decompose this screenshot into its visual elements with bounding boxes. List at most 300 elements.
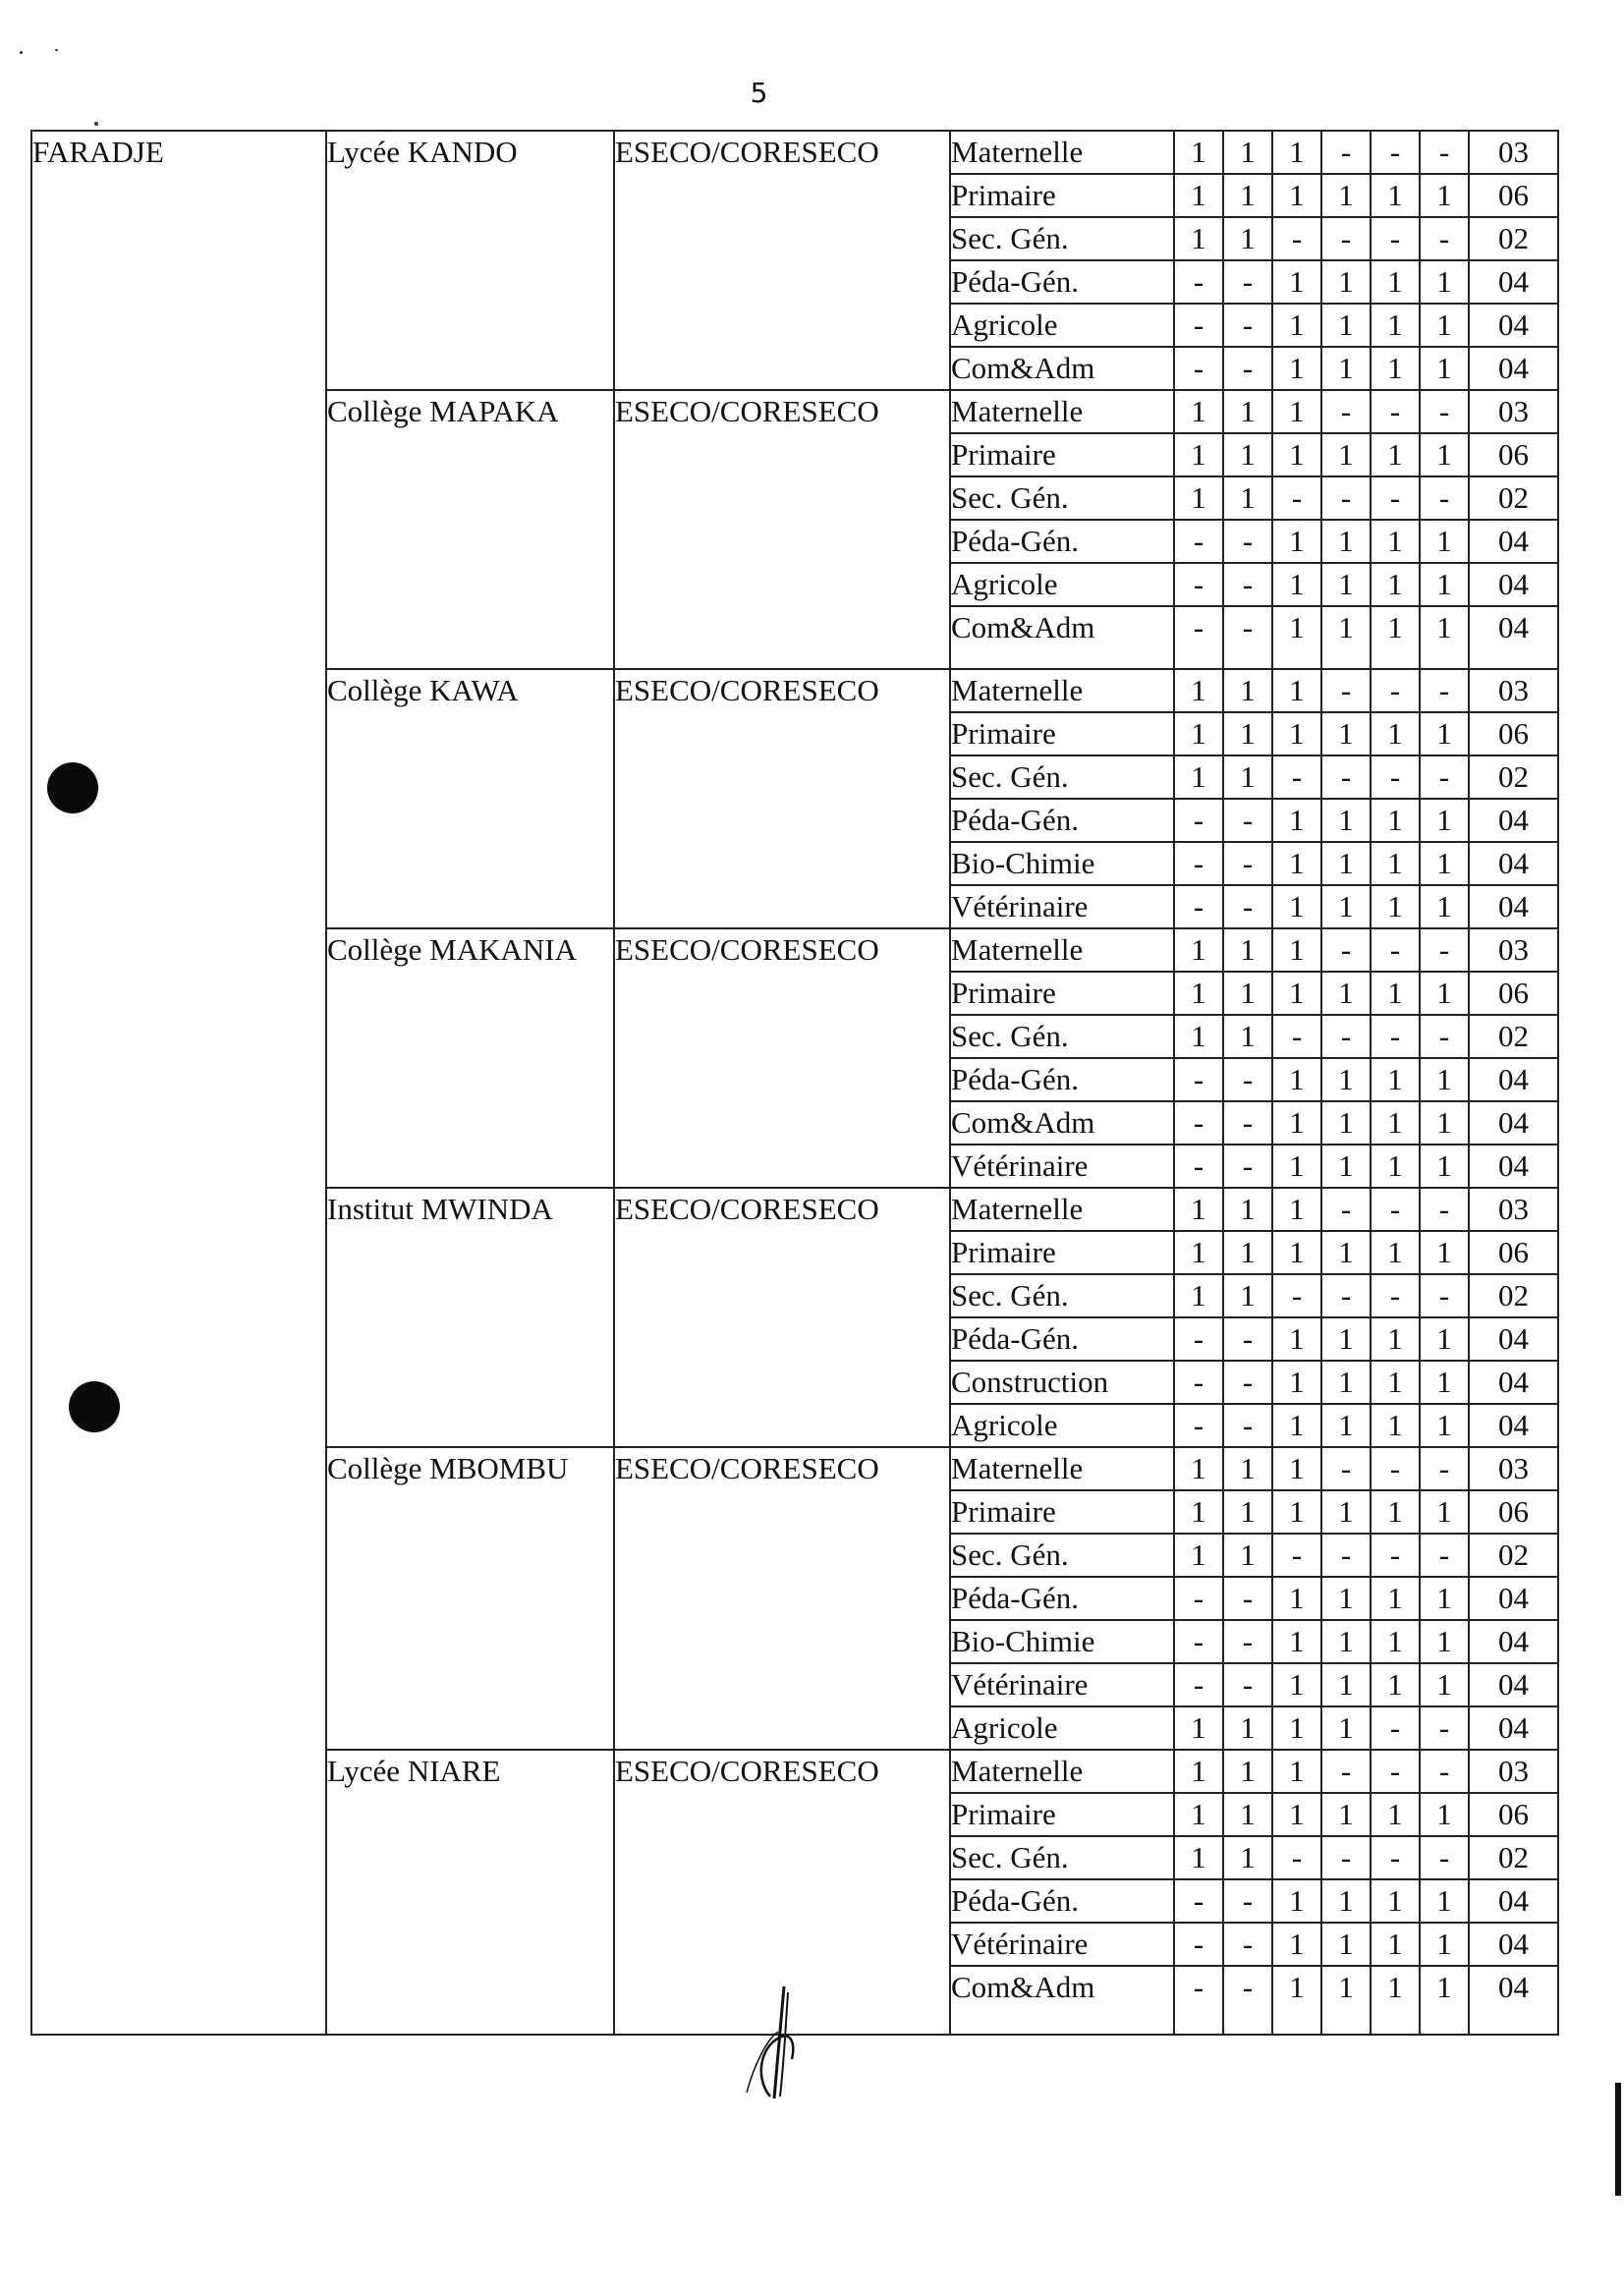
class-count-cell: - (1223, 304, 1272, 347)
class-count-cell: - (1174, 842, 1223, 885)
school-name: Collège KAWA (326, 669, 614, 928)
section-row (31, 131, 1558, 174)
class-count-cell: 1 (1272, 174, 1321, 217)
section-name: Bio-Chimie (950, 1620, 1174, 1663)
class-count-cell: 1 (1420, 885, 1469, 928)
class-count-cell: - (1272, 476, 1321, 520)
section-name: Sec. Gén. (950, 1836, 1174, 1879)
class-count-cell: 1 (1420, 799, 1469, 842)
class-count-cell: 1 (1223, 712, 1272, 755)
class-count-cell: 1 (1272, 347, 1321, 390)
class-count-cell: - (1420, 1534, 1469, 1577)
class-count-cell: - (1321, 755, 1371, 799)
class-count-cell: 1 (1272, 390, 1321, 433)
class-count-cell: 1 (1223, 755, 1272, 799)
class-count-cell: - (1223, 520, 1272, 563)
class-count-cell: 1 (1371, 1058, 1420, 1101)
section-name: Primaire (950, 972, 1174, 1015)
class-count-cell: - (1371, 1750, 1420, 1793)
class-count-cell: 1 (1272, 842, 1321, 885)
class-count-cell: - (1371, 1015, 1420, 1058)
organization-name: ESECO/CORESECO (614, 1447, 950, 1750)
section-name: Primaire (950, 1231, 1174, 1274)
total-cell: 04 (1469, 1620, 1558, 1663)
section-name: Com&Adm (950, 1101, 1174, 1145)
class-count-cell: 1 (1223, 217, 1272, 260)
class-count-cell: - (1321, 390, 1371, 433)
class-count-cell: - (1174, 885, 1223, 928)
class-count-cell: - (1223, 1923, 1272, 1966)
school-name: Collège MBOMBU (326, 1447, 614, 1750)
class-count-cell: - (1272, 1015, 1321, 1058)
class-count-cell: 1 (1174, 972, 1223, 1015)
organization-name: ESECO/CORESECO (614, 669, 950, 928)
class-count-cell: - (1174, 347, 1223, 390)
school-name: Institut MWINDA (326, 1188, 614, 1447)
class-count-cell: 1 (1321, 842, 1371, 885)
class-count-cell: 1 (1420, 1361, 1469, 1404)
total-cell: 04 (1469, 799, 1558, 842)
class-count-cell: - (1174, 606, 1223, 669)
class-count-cell: 1 (1371, 563, 1420, 606)
class-count-cell: 1 (1371, 842, 1420, 885)
section-name: Vétérinaire (950, 885, 1174, 928)
section-name: Com&Adm (950, 606, 1174, 669)
class-count-cell: - (1174, 563, 1223, 606)
class-count-cell: 1 (1321, 972, 1371, 1015)
class-count-cell: - (1174, 1923, 1223, 1966)
section-name: Vétérinaire (950, 1145, 1174, 1188)
class-count-cell: 1 (1420, 1620, 1469, 1663)
class-count-cell: 1 (1174, 433, 1223, 476)
organization-name: ESECO/CORESECO (614, 1188, 950, 1447)
class-count-cell: - (1223, 1404, 1272, 1447)
school-name: Collège MAKANIA (326, 928, 614, 1188)
class-count-cell: 1 (1223, 476, 1272, 520)
total-cell: 03 (1469, 131, 1558, 174)
class-count-cell: 1 (1420, 433, 1469, 476)
class-count-cell: - (1223, 1966, 1272, 2035)
class-count-cell: 1 (1371, 1404, 1420, 1447)
class-count-cell: - (1420, 1447, 1469, 1490)
section-name: Construction (950, 1361, 1174, 1404)
class-count-cell: 1 (1371, 347, 1420, 390)
class-count-cell: - (1321, 1274, 1371, 1317)
class-count-cell: - (1321, 1447, 1371, 1490)
class-count-cell: 1 (1223, 1534, 1272, 1577)
class-count-cell: - (1174, 1620, 1223, 1663)
section-name: Agricole (950, 304, 1174, 347)
class-count-cell: 1 (1223, 1274, 1272, 1317)
class-count-cell: 1 (1420, 1145, 1469, 1188)
class-count-cell: - (1321, 669, 1371, 712)
class-count-cell: 1 (1272, 1058, 1321, 1101)
class-count-cell: 1 (1174, 712, 1223, 755)
class-count-cell: 1 (1371, 1966, 1420, 2035)
class-count-cell: 1 (1420, 304, 1469, 347)
section-name: Vétérinaire (950, 1663, 1174, 1706)
class-count-cell: - (1174, 1101, 1223, 1145)
total-cell: 02 (1469, 1534, 1558, 1577)
total-cell: 04 (1469, 1317, 1558, 1361)
class-count-cell: 1 (1272, 1490, 1321, 1534)
class-count-cell: 1 (1223, 1490, 1272, 1534)
class-count-cell: 1 (1272, 1923, 1321, 1966)
section-name: Agricole (950, 563, 1174, 606)
total-cell: 02 (1469, 217, 1558, 260)
organization-name: ESECO/CORESECO (614, 1750, 950, 2035)
section-name: Sec. Gén. (950, 1274, 1174, 1317)
class-count-cell: 1 (1420, 1058, 1469, 1101)
total-cell: 04 (1469, 1058, 1558, 1101)
class-count-cell: 1 (1223, 1188, 1272, 1231)
class-count-cell: - (1321, 1836, 1371, 1879)
class-count-cell: 1 (1321, 433, 1371, 476)
class-count-cell: 1 (1371, 972, 1420, 1015)
class-count-cell: 1 (1321, 1317, 1371, 1361)
total-cell: 04 (1469, 1879, 1558, 1923)
class-count-cell: - (1223, 1620, 1272, 1663)
class-count-cell: 1 (1272, 1706, 1321, 1750)
school-name: Collège MAPAKA (326, 390, 614, 669)
class-count-cell: 1 (1321, 563, 1371, 606)
class-count-cell: 1 (1420, 1793, 1469, 1836)
class-count-cell: - (1371, 1836, 1420, 1879)
class-count-cell: 1 (1321, 885, 1371, 928)
class-count-cell: 1 (1174, 1490, 1223, 1534)
class-count-cell: 1 (1223, 131, 1272, 174)
organization-name: ESECO/CORESECO (614, 390, 950, 669)
class-count-cell: 1 (1420, 563, 1469, 606)
class-count-cell: 1 (1174, 1836, 1223, 1879)
school-name: Lycée KANDO (326, 131, 614, 390)
class-count-cell: 1 (1174, 1793, 1223, 1836)
class-count-cell: - (1371, 928, 1420, 972)
total-cell: 02 (1469, 476, 1558, 520)
section-name: Agricole (950, 1706, 1174, 1750)
total-cell: 03 (1469, 928, 1558, 972)
class-count-cell: 1 (1272, 1101, 1321, 1145)
class-count-cell: 1 (1371, 1879, 1420, 1923)
class-count-cell: 1 (1223, 1447, 1272, 1490)
class-count-cell: - (1223, 1101, 1272, 1145)
class-count-cell: - (1174, 1577, 1223, 1620)
class-count-cell: 1 (1371, 174, 1420, 217)
organization-name: ESECO/CORESECO (614, 131, 950, 390)
class-count-cell: - (1174, 520, 1223, 563)
class-count-cell: 1 (1174, 476, 1223, 520)
class-count-cell: 1 (1420, 1577, 1469, 1620)
class-count-cell: 1 (1223, 972, 1272, 1015)
class-count-cell: 1 (1321, 1923, 1371, 1966)
page-number: 5 (750, 77, 768, 109)
section-name: Maternelle (950, 669, 1174, 712)
total-cell: 04 (1469, 1706, 1558, 1750)
class-count-cell: 1 (1371, 606, 1420, 669)
class-count-cell: - (1371, 390, 1420, 433)
class-count-cell: 1 (1321, 799, 1371, 842)
class-count-cell: - (1174, 1879, 1223, 1923)
class-count-cell: 1 (1420, 347, 1469, 390)
class-count-cell: 1 (1321, 260, 1371, 304)
class-count-cell: 1 (1420, 712, 1469, 755)
class-count-cell: 1 (1223, 1231, 1272, 1274)
class-count-cell: - (1371, 1534, 1420, 1577)
class-count-cell: 1 (1223, 1750, 1272, 1793)
class-count-cell: 1 (1174, 1274, 1223, 1317)
section-name: Péda-Gén. (950, 799, 1174, 842)
section-name: Com&Adm (950, 1966, 1174, 2035)
class-count-cell: - (1420, 390, 1469, 433)
class-count-cell: 1 (1174, 1015, 1223, 1058)
class-count-cell: 1 (1272, 885, 1321, 928)
class-count-cell: 1 (1272, 1145, 1321, 1188)
class-count-cell: - (1223, 885, 1272, 928)
class-count-cell: - (1371, 1188, 1420, 1231)
class-count-cell: - (1223, 1663, 1272, 1706)
class-count-cell: 1 (1321, 174, 1371, 217)
total-cell: 06 (1469, 972, 1558, 1015)
section-name: Bio-Chimie (950, 842, 1174, 885)
class-count-cell: - (1371, 131, 1420, 174)
allocation-table (30, 130, 1559, 2036)
class-count-cell: 1 (1371, 1490, 1420, 1534)
total-cell: 02 (1469, 1274, 1558, 1317)
section-name: Péda-Gén. (950, 1577, 1174, 1620)
scan-speck (20, 51, 23, 54)
class-count-cell: 1 (1223, 1706, 1272, 1750)
class-count-cell: 1 (1272, 563, 1321, 606)
class-count-cell: 1 (1272, 1750, 1321, 1793)
section-name: Primaire (950, 174, 1174, 217)
class-count-cell: 1 (1420, 1663, 1469, 1706)
class-count-cell: 1 (1321, 1101, 1371, 1145)
class-count-cell: - (1321, 1750, 1371, 1793)
class-count-cell: - (1272, 217, 1321, 260)
class-count-cell: - (1420, 1015, 1469, 1058)
class-count-cell: 1 (1272, 1577, 1321, 1620)
class-count-cell: - (1174, 304, 1223, 347)
class-count-cell: 1 (1174, 1231, 1223, 1274)
class-count-cell: 1 (1420, 1317, 1469, 1361)
class-count-cell: - (1223, 1577, 1272, 1620)
class-count-cell: - (1371, 217, 1420, 260)
class-count-cell: - (1321, 131, 1371, 174)
class-count-cell: 1 (1321, 1145, 1371, 1188)
total-cell: 06 (1469, 1231, 1558, 1274)
class-count-cell: 1 (1420, 1923, 1469, 1966)
scan-edge-mark (1615, 2083, 1621, 2196)
class-count-cell: 1 (1371, 1317, 1420, 1361)
section-name: Maternelle (950, 390, 1174, 433)
class-count-cell: - (1223, 1058, 1272, 1101)
class-count-cell: - (1420, 217, 1469, 260)
class-count-cell: - (1420, 131, 1469, 174)
class-count-cell: - (1223, 347, 1272, 390)
class-count-cell: 1 (1420, 1231, 1469, 1274)
class-count-cell: 1 (1321, 606, 1371, 669)
class-count-cell: - (1321, 217, 1371, 260)
class-count-cell: 1 (1272, 1663, 1321, 1706)
section-name: Primaire (950, 712, 1174, 755)
class-count-cell: 1 (1174, 928, 1223, 972)
class-count-cell: 1 (1272, 712, 1321, 755)
class-count-cell: 1 (1420, 1490, 1469, 1534)
section-name: Sec. Gén. (950, 476, 1174, 520)
section-name: Com&Adm (950, 347, 1174, 390)
class-count-cell: 1 (1174, 1706, 1223, 1750)
class-count-cell: 1 (1174, 174, 1223, 217)
class-count-cell: 1 (1371, 712, 1420, 755)
class-count-cell: - (1223, 606, 1272, 669)
class-count-cell: 1 (1272, 1447, 1321, 1490)
school-name: Lycée NIARE (326, 1750, 614, 2035)
class-count-cell: - (1321, 1534, 1371, 1577)
class-count-cell: - (1223, 799, 1272, 842)
section-name: Péda-Gén. (950, 520, 1174, 563)
class-count-cell: 1 (1223, 433, 1272, 476)
total-cell: 04 (1469, 1923, 1558, 1966)
class-count-cell: 1 (1321, 1231, 1371, 1274)
region-name: FARADJE (31, 131, 326, 2035)
class-count-cell: - (1174, 1058, 1223, 1101)
class-count-cell: 1 (1321, 1879, 1371, 1923)
signature-mark (727, 1983, 825, 2100)
total-cell: 04 (1469, 1361, 1558, 1404)
class-count-cell: 1 (1272, 520, 1321, 563)
section-name: Maternelle (950, 1750, 1174, 1793)
class-count-cell: 1 (1174, 131, 1223, 174)
class-count-cell: - (1174, 1145, 1223, 1188)
class-count-cell: - (1272, 1274, 1321, 1317)
class-count-cell: - (1420, 1750, 1469, 1793)
class-count-cell: 1 (1272, 972, 1321, 1015)
total-cell: 03 (1469, 390, 1558, 433)
section-name: Péda-Gén. (950, 1058, 1174, 1101)
class-count-cell: - (1321, 928, 1371, 972)
class-count-cell: 1 (1420, 520, 1469, 563)
class-count-cell: 1 (1321, 712, 1371, 755)
class-count-cell: - (1420, 476, 1469, 520)
total-cell: 04 (1469, 1145, 1558, 1188)
class-count-cell: - (1223, 1879, 1272, 1923)
section-name: Péda-Gén. (950, 1879, 1174, 1923)
class-count-cell: - (1174, 1317, 1223, 1361)
class-count-cell: - (1371, 669, 1420, 712)
class-count-cell: 1 (1223, 928, 1272, 972)
class-count-cell: 1 (1420, 1966, 1469, 2035)
class-count-cell: - (1321, 1188, 1371, 1231)
class-count-cell: 1 (1223, 1015, 1272, 1058)
class-count-cell: - (1420, 928, 1469, 972)
class-count-cell: 1 (1272, 1404, 1321, 1447)
class-count-cell: - (1272, 755, 1321, 799)
class-count-cell: 1 (1420, 842, 1469, 885)
class-count-cell: 1 (1371, 799, 1420, 842)
section-name: Péda-Gén. (950, 260, 1174, 304)
class-count-cell: 1 (1272, 928, 1321, 972)
total-cell: 03 (1469, 669, 1558, 712)
punch-hole-mark (47, 762, 98, 813)
section-name: Maternelle (950, 1447, 1174, 1490)
class-count-cell: 1 (1272, 1793, 1321, 1836)
class-count-cell: - (1174, 799, 1223, 842)
class-count-cell: 1 (1174, 1447, 1223, 1490)
class-count-cell: - (1272, 1836, 1321, 1879)
class-count-cell: - (1174, 1404, 1223, 1447)
class-count-cell: - (1174, 1663, 1223, 1706)
class-count-cell: 1 (1321, 1058, 1371, 1101)
class-count-cell: 1 (1272, 131, 1321, 174)
section-name: Sec. Gén. (950, 1015, 1174, 1058)
class-count-cell: 1 (1321, 304, 1371, 347)
section-name: Sec. Gén. (950, 755, 1174, 799)
class-count-cell: 1 (1174, 1188, 1223, 1231)
class-count-cell: - (1420, 1188, 1469, 1231)
total-cell: 04 (1469, 842, 1558, 885)
class-count-cell: 1 (1174, 669, 1223, 712)
class-count-cell: - (1223, 1145, 1272, 1188)
total-cell: 04 (1469, 1404, 1558, 1447)
class-count-cell: 1 (1371, 1663, 1420, 1706)
class-count-cell: - (1371, 1274, 1420, 1317)
class-count-cell: - (1371, 476, 1420, 520)
class-count-cell: - (1174, 260, 1223, 304)
class-count-cell: 1 (1174, 755, 1223, 799)
class-count-cell: 1 (1371, 433, 1420, 476)
section-name: Maternelle (950, 928, 1174, 972)
class-count-cell: - (1174, 1966, 1223, 2035)
class-count-cell: 1 (1272, 433, 1321, 476)
class-count-cell: 1 (1420, 174, 1469, 217)
total-cell: 02 (1469, 1836, 1558, 1879)
class-count-cell: 1 (1321, 1490, 1371, 1534)
class-count-cell: 1 (1321, 520, 1371, 563)
section-name: Primaire (950, 1490, 1174, 1534)
section-name: Sec. Gén. (950, 217, 1174, 260)
class-count-cell: 1 (1272, 304, 1321, 347)
total-cell: 04 (1469, 606, 1558, 669)
class-count-cell: 1 (1272, 260, 1321, 304)
class-count-cell: - (1223, 260, 1272, 304)
class-count-cell: - (1272, 1534, 1321, 1577)
class-count-cell: 1 (1420, 1101, 1469, 1145)
scan-speck (94, 122, 98, 126)
class-count-cell: 1 (1371, 1145, 1420, 1188)
class-count-cell: - (1321, 476, 1371, 520)
total-cell: 04 (1469, 260, 1558, 304)
class-count-cell: - (1223, 563, 1272, 606)
class-count-cell: 1 (1174, 217, 1223, 260)
class-count-cell: 1 (1371, 1101, 1420, 1145)
class-count-cell: 1 (1321, 347, 1371, 390)
class-count-cell: 1 (1371, 1793, 1420, 1836)
class-count-cell: 1 (1174, 1750, 1223, 1793)
section-name: Primaire (950, 433, 1174, 476)
class-count-cell: 1 (1321, 1620, 1371, 1663)
total-cell: 03 (1469, 1447, 1558, 1490)
class-count-cell: 1 (1272, 606, 1321, 669)
total-cell: 04 (1469, 347, 1558, 390)
class-count-cell: 1 (1223, 1836, 1272, 1879)
total-cell: 02 (1469, 755, 1558, 799)
total-cell: 04 (1469, 1966, 1558, 2035)
class-count-cell: - (1223, 1361, 1272, 1404)
class-count-cell: - (1420, 755, 1469, 799)
class-count-cell: 1 (1272, 1620, 1321, 1663)
total-cell: 04 (1469, 1663, 1558, 1706)
class-count-cell: - (1420, 1836, 1469, 1879)
